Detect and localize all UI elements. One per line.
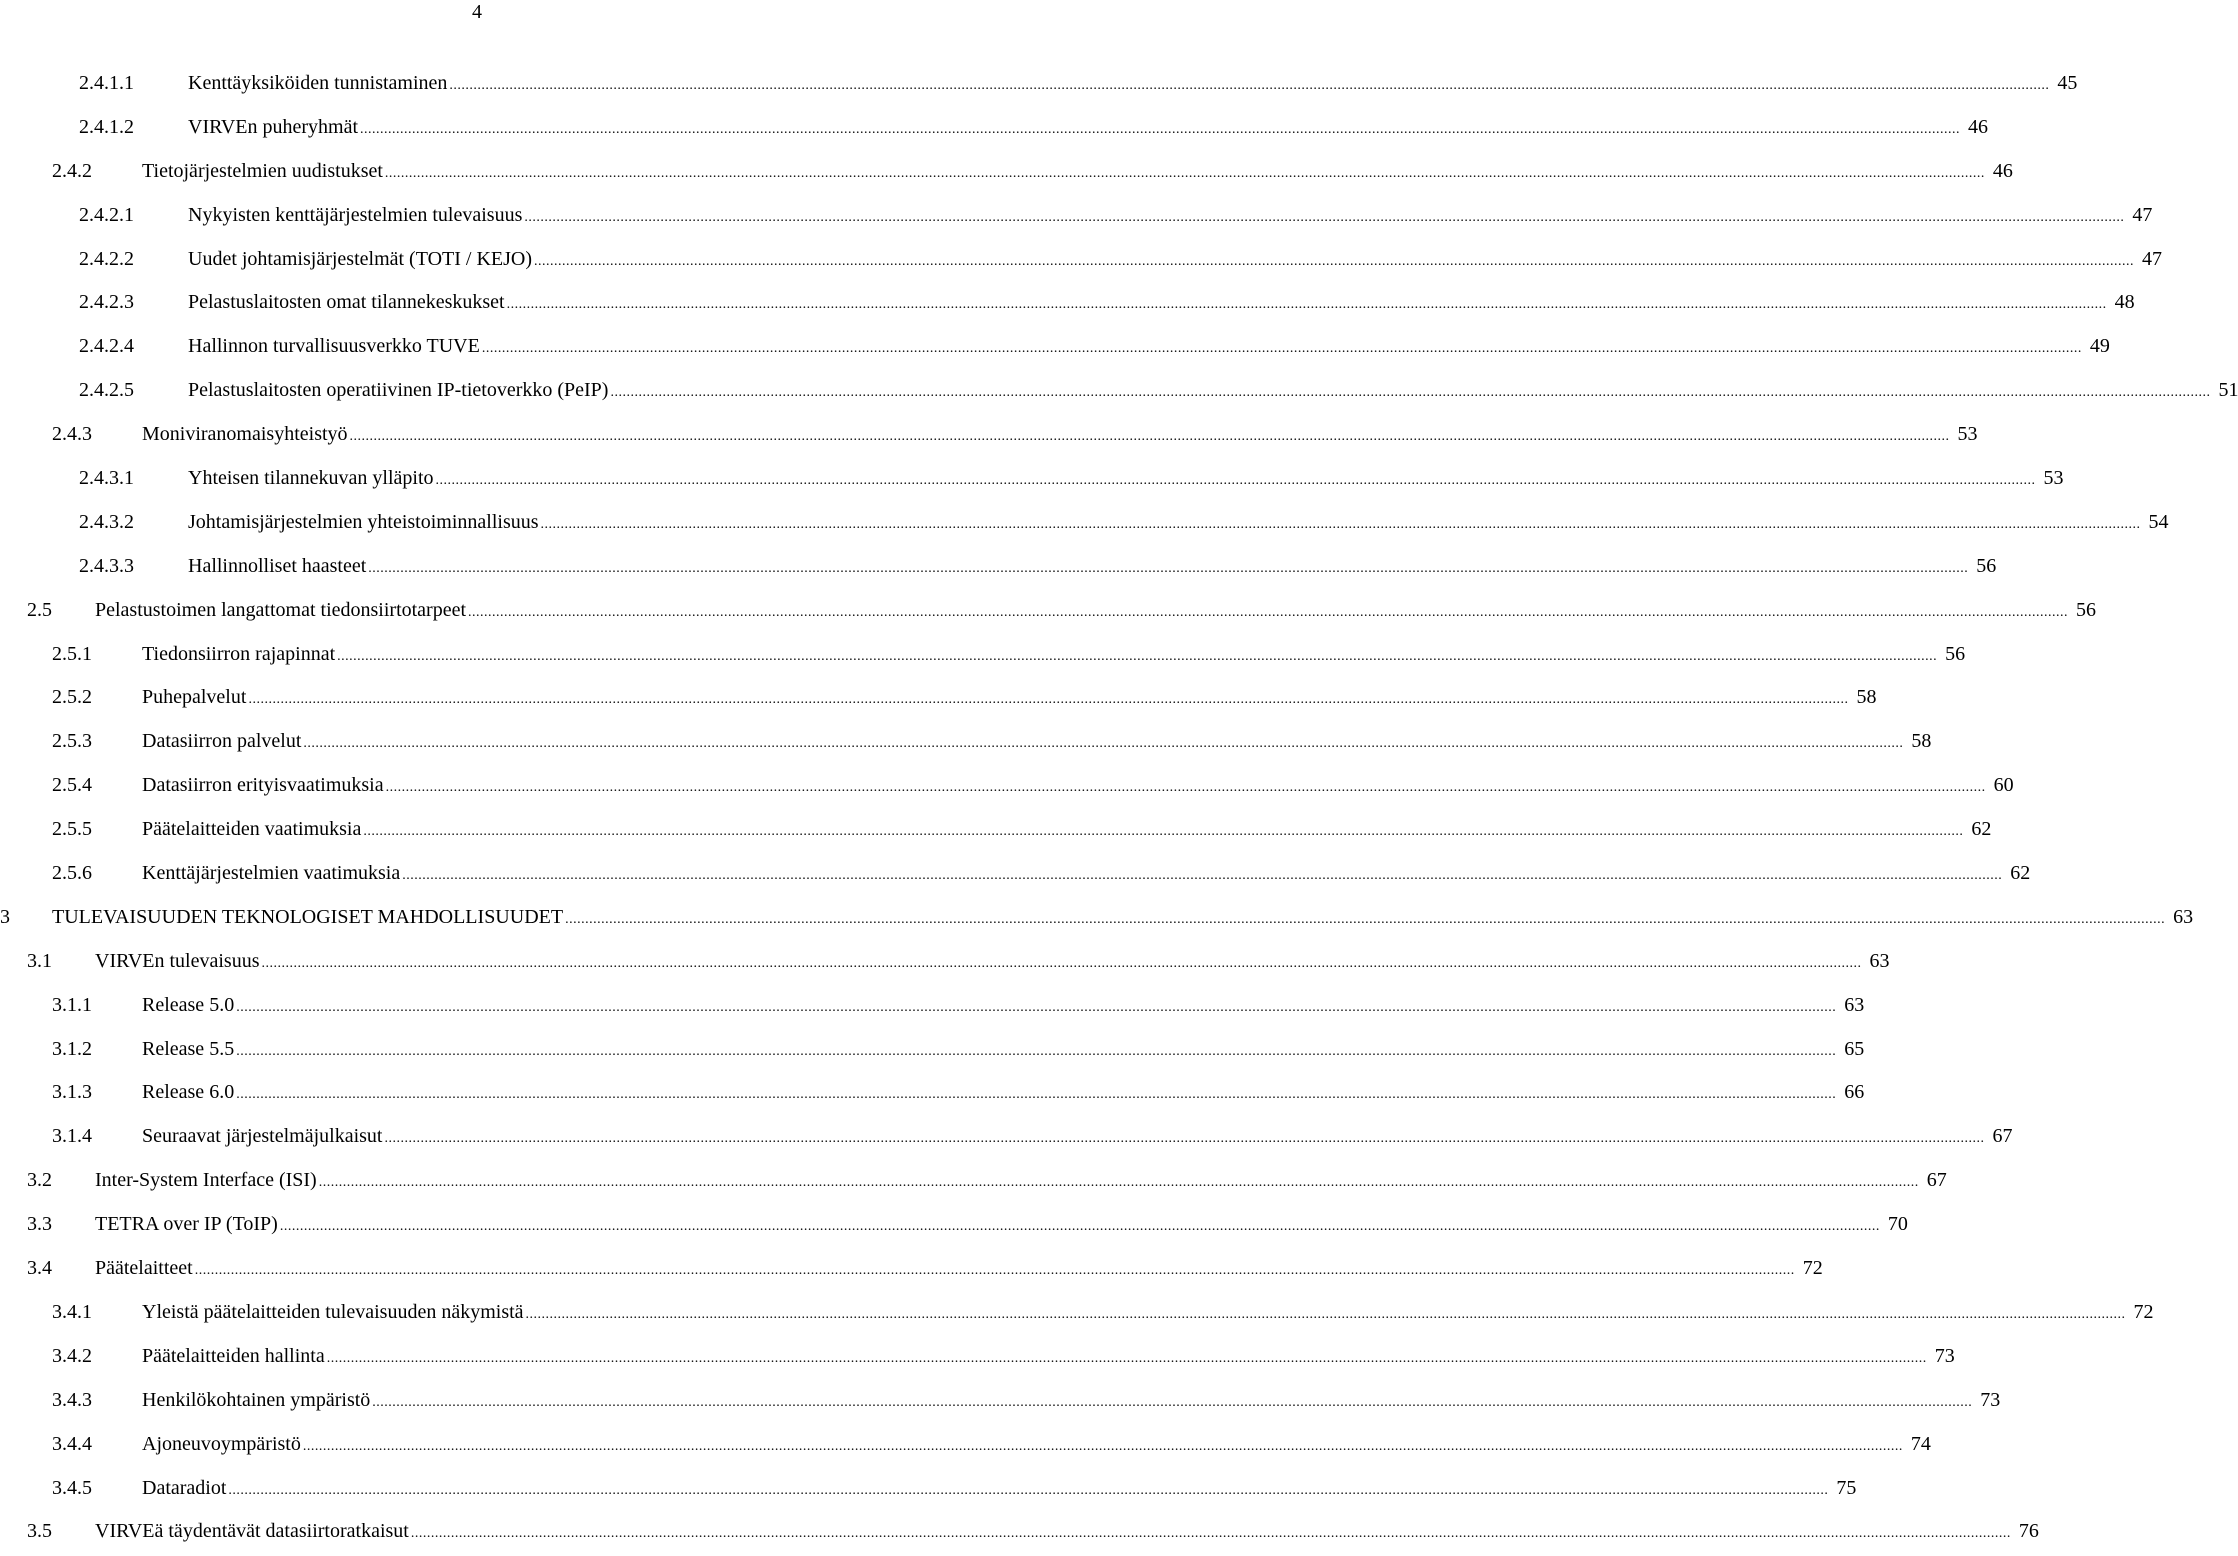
toc-entry[interactable] [0, 589, 2097, 633]
toc-entry-line [95, 940, 1890, 986]
toc-entry-page: 58 [1856, 686, 1877, 709]
toc-entry-page: 72 [1802, 1257, 1823, 1280]
toc-entry-line [142, 1335, 1955, 1381]
toc-leader-dots: ................................................................................................................................................................................................................................................................................................................................................................................................................ [610, 385, 2211, 401]
toc-entry-line [142, 150, 2013, 196]
toc-leader-dots: ................................................................................................................................................................................................................................................................................................................................................................................................................ [385, 780, 1986, 796]
toc-entry-number: 2.5.6 [52, 862, 92, 885]
toc-entry-line [142, 413, 1978, 459]
toc-entry-title: Moniviranomaisyhteistyö [142, 423, 348, 446]
toc-entry[interactable] [0, 1291, 2154, 1335]
toc-entry-number: 3.1.1 [52, 993, 92, 1016]
toc-entry-title: VIRVEä täydentävät datasiirtoratkaisut [95, 1520, 409, 1543]
toc-entry-number: 3.1 [27, 949, 52, 972]
toc-entry-title: Dataradiot [142, 1476, 227, 1499]
toc-entry-line [95, 1203, 1908, 1249]
toc-entry-line [142, 633, 1966, 679]
toc-entry-number: 2.4.3.1 [79, 467, 134, 490]
toc-entry-title: Seuraavat järjestelmäjulkaisut [142, 1125, 383, 1148]
toc-leader-dots: ................................................................................................................................................................................................................................................................................................................................................................................................................ [360, 121, 1961, 137]
toc-entry-title: Pelastuslaitosten operatiivinen IP-tietoverkko (PeIP) [188, 379, 609, 402]
toc-leader-dots: ................................................................................................................................................................................................................................................................................................................................................................................................................ [468, 604, 2069, 620]
toc-leader-dots: ................................................................................................................................................................................................................................................................................................................................................................................................................ [524, 209, 2125, 225]
toc-leader-dots: ................................................................................................................................................................................................................................................................................................................................................................................................................ [326, 1350, 1927, 1366]
toc-entry[interactable] [0, 1510, 2039, 1554]
toc-leader-dots: ................................................................................................................................................................................................................................................................................................................................................................................................................ [534, 253, 2134, 269]
toc-entry-title: Puhepalvelut [142, 686, 247, 709]
toc-entry-number: 3.4.2 [52, 1344, 92, 1367]
toc-entry-number: 3.4 [27, 1257, 52, 1280]
toc-entry-line [95, 1510, 2039, 1556]
toc-leader-dots: ................................................................................................................................................................................................................................................................................................................................................................................................................ [435, 473, 2036, 489]
toc-entry[interactable] [0, 896, 2194, 940]
toc-leader-dots: ................................................................................................................................................................................................................................................................................................................................................................................................................ [449, 78, 2050, 93]
toc-entry[interactable] [0, 940, 1890, 984]
toc-entry-line [95, 1159, 1947, 1205]
toc-entry[interactable] [0, 1028, 1865, 1072]
toc-entry[interactable] [0, 1159, 1947, 1203]
toc-entry-line [188, 238, 2162, 284]
toc-entry-page: 56 [1976, 554, 1997, 577]
toc-entry-line [142, 1467, 1857, 1513]
toc-leader-dots: ................................................................................................................................................................................................................................................................................................................................................................................................................ [481, 341, 2082, 357]
toc-entry-number: 2.5 [27, 598, 52, 621]
toc-entry-page: 60 [1993, 774, 2014, 797]
toc-leader-dots: ................................................................................................................................................................................................................................................................................................................................................................................................................ [363, 824, 1964, 840]
toc-entry-number: 2.5.3 [52, 730, 92, 753]
toc-entry-title: VIRVEn puheryhmät [188, 115, 359, 138]
toc-entry-number: 2.4.3 [52, 423, 92, 446]
toc-entry[interactable] [0, 1247, 1823, 1291]
toc-leader-dots: ................................................................................................................................................................................................................................................................................................................................................................................................................ [368, 560, 1969, 576]
toc-entry-number: 2.4.2.5 [79, 379, 134, 402]
toc-entry-line [52, 896, 2194, 942]
toc-entry[interactable] [0, 1423, 1931, 1467]
toc-leader-dots: ................................................................................................................................................................................................................................................................................................................................................................................................................ [318, 1175, 1919, 1191]
toc-entry-page: 46 [1992, 159, 2013, 182]
toc-entry-line [188, 369, 2238, 415]
toc-entry-page: 73 [1980, 1388, 2001, 1411]
toc-entry-number: 3 [0, 905, 10, 928]
toc-entry-line [188, 457, 2064, 503]
toc-entry-page: 63 [2173, 905, 2194, 928]
toc-leader-dots: ................................................................................................................................................................................................................................................................................................................................................................................................................ [349, 429, 1950, 445]
toc-leader-dots: ................................................................................................................................................................................................................................................................................................................................................................................................................ [525, 1306, 2126, 1322]
toc-entry[interactable] [0, 369, 2238, 413]
toc-entry-line [142, 764, 2014, 810]
toc-leader-dots: ................................................................................................................................................................................................................................................................................................................................................................................................................ [402, 868, 2003, 884]
toc-entry-title: TULEVAISUUDEN TEKNOLOGISET MAHDOLLISUUDET [52, 905, 564, 928]
toc-entry-page: 76 [2018, 1520, 2039, 1543]
toc-leader-dots: ................................................................................................................................................................................................................................................................................................................................................................................................................ [236, 1043, 1837, 1059]
toc-entry-page: 62 [1971, 818, 1992, 841]
toc-leader-dots: ................................................................................................................................................................................................................................................................................................................................................................................................................ [228, 1482, 1829, 1498]
toc-entry[interactable] [0, 984, 1865, 1028]
toc-entry-page: 56 [2076, 598, 2097, 621]
toc-leader-dots: ................................................................................................................................................................................................................................................................................................................................................................................................................ [194, 1263, 1795, 1279]
toc-entry-line [142, 1028, 1865, 1074]
toc-entry-line [142, 1379, 2001, 1425]
toc-entry[interactable] [0, 238, 2162, 282]
toc-entry-line [95, 1247, 1823, 1293]
toc-entry-page: 46 [1968, 115, 1989, 138]
toc-entry[interactable] [0, 457, 2064, 501]
toc-entry[interactable] [0, 1379, 2001, 1423]
toc-entry-number: 2.5.4 [52, 774, 92, 797]
toc-entry-number: 2.5.5 [52, 818, 92, 841]
toc-entry[interactable] [0, 62, 2078, 106]
toc-entry-line [142, 1291, 2154, 1337]
toc-entry-page: 63 [1844, 993, 1865, 1016]
toc-entry-line [142, 808, 1992, 854]
toc-entry-page: 47 [2132, 203, 2153, 226]
toc-entry-page: 66 [1844, 1081, 1865, 1104]
toc-entry[interactable] [0, 106, 1989, 150]
toc-entry-page: 47 [2142, 247, 2162, 270]
toc-entry-title: Kenttäyksiköiden tunnistaminen [188, 72, 448, 94]
toc-entry-page: 65 [1844, 1037, 1865, 1060]
toc-entry-title: Release 5.0 [142, 993, 235, 1016]
toc-entry-page: 53 [2043, 467, 2064, 490]
toc-entry-number: 2.5.1 [52, 642, 92, 665]
toc-entry-title: Ajoneuvoympäristö [142, 1432, 301, 1455]
toc-entry[interactable] [0, 1335, 1955, 1379]
toc-entry-page: 49 [2089, 335, 2110, 358]
table-of-contents [0, 62, 2238, 1554]
toc-entry-page: 67 [1926, 1169, 1947, 1192]
toc-entry-number: 2.4.1.1 [79, 72, 134, 94]
toc-entry-title: Henkilökohtainen ympäristö [142, 1388, 371, 1411]
toc-entry[interactable] [0, 852, 2031, 896]
toc-leader-dots: ................................................................................................................................................................................................................................................................................................................................................................................................................ [261, 955, 1862, 971]
toc-entry-title: VIRVEn tulevaisuus [95, 949, 260, 972]
toc-entry-line [142, 676, 1877, 722]
toc-entry-number: 2.4.1.2 [79, 115, 134, 138]
toc-entry[interactable] [0, 808, 1992, 852]
toc-entry-number: 2.4.2.2 [79, 247, 134, 270]
toc-entry-title: Hallinnolliset haasteet [188, 554, 367, 577]
toc-entry[interactable] [0, 764, 2014, 808]
toc-entry-line [142, 1423, 1931, 1469]
toc-entry-number: 3.1.4 [52, 1125, 92, 1148]
toc-entry-number: 3.3 [27, 1213, 52, 1236]
toc-entry-page: 73 [1934, 1344, 1955, 1367]
toc-entry-line [188, 106, 1989, 152]
toc-entry-page: 74 [1910, 1432, 1931, 1455]
toc-entry-title: Päätelaitteet [95, 1257, 193, 1280]
toc-entry-number: 2.4.3.2 [79, 510, 134, 533]
toc-entry-number: 3.5 [27, 1520, 52, 1543]
toc-entry-page: 56 [1945, 642, 1966, 665]
toc-leader-dots: ................................................................................................................................................................................................................................................................................................................................................................................................................ [236, 999, 1837, 1015]
toc-entry[interactable] [0, 676, 1877, 720]
toc-entry[interactable] [0, 150, 2013, 194]
toc-entry-number: 2.4.3.3 [79, 554, 134, 577]
toc-entry[interactable] [0, 194, 2153, 238]
toc-entry-page: 51 [2218, 379, 2238, 402]
toc-entry-title: Päätelaitteiden hallinta [142, 1344, 325, 1367]
toc-entry-line [142, 984, 1865, 1030]
toc-entry-line [142, 1071, 1865, 1117]
toc-entry-line [142, 1115, 2013, 1161]
toc-leader-dots: ................................................................................................................................................................................................................................................................................................................................................................................................................ [337, 648, 1938, 664]
page-number: 4 [472, 1, 482, 23]
toc-entry-line [188, 501, 2169, 547]
toc-entry-line [142, 720, 1932, 766]
toc-leader-dots: ................................................................................................................................................................................................................................................................................................................................................................................................................ [302, 1438, 1903, 1454]
toc-leader-dots: ................................................................................................................................................................................................................................................................................................................................................................................................................ [384, 1131, 1985, 1147]
toc-entry-line [188, 325, 2110, 371]
toc-entry-title: Inter-System Interface (ISI) [95, 1169, 317, 1192]
toc-entry-number: 3.1.2 [52, 1037, 92, 1060]
toc-entry-title: Uudet johtamisjärjestelmät (TOTI / KEJO) [188, 247, 532, 270]
toc-entry-title: Datasiirron palvelut [142, 730, 302, 753]
toc-entry[interactable] [0, 1467, 1857, 1511]
toc-leader-dots: ................................................................................................................................................................................................................................................................................................................................................................................................................ [506, 297, 2107, 313]
toc-entry[interactable] [0, 633, 1966, 677]
toc-entry-number: 3.4.5 [52, 1476, 92, 1499]
toc-entry-line [95, 589, 2097, 635]
toc-entry[interactable] [0, 1071, 1865, 1115]
toc-entry-title: Päätelaitteiden vaatimuksia [142, 818, 362, 841]
toc-entry-number: 3.4.4 [52, 1432, 92, 1455]
toc-entry-number: 2.4.2 [52, 159, 92, 182]
toc-entry-title: Yhteisen tilannekuvan ylläpito [188, 467, 434, 490]
toc-entry-page: 62 [2010, 862, 2031, 885]
toc-entry[interactable] [0, 413, 1978, 457]
toc-entry[interactable] [0, 1115, 2013, 1159]
toc-entry-page: 75 [1836, 1476, 1857, 1499]
toc-entry[interactable] [0, 325, 2110, 369]
toc-leader-dots: ................................................................................................................................................................................................................................................................................................................................................................................................................ [303, 736, 1904, 752]
toc-entry-title: Release 6.0 [142, 1081, 235, 1104]
toc-entry-number: 2.4.2.3 [79, 291, 134, 314]
toc-entry-page: 58 [1911, 730, 1932, 753]
toc-entry-page: 48 [2114, 291, 2135, 314]
toc-entry-title: Tietojärjestelmien uudistukset [142, 159, 383, 182]
toc-leader-dots: ................................................................................................................................................................................................................................................................................................................................................................................................................ [384, 165, 1985, 181]
toc-entry-number: 3.2 [27, 1169, 52, 1192]
toc-leader-dots: ................................................................................................................................................................................................................................................................................................................................................................................................................ [372, 1394, 1973, 1410]
toc-entry[interactable] [0, 545, 1997, 589]
toc-entry-page: 53 [1957, 423, 1978, 446]
toc-entry-page: 63 [1869, 949, 1890, 972]
toc-entry-title: Pelastustoimen langattomat tiedonsiirtotarpeet [95, 598, 467, 621]
toc-entry-number: 3.1.3 [52, 1081, 92, 1104]
toc-leader-dots: ................................................................................................................................................................................................................................................................................................................................................................................................................ [248, 692, 1849, 708]
toc-leader-dots: ................................................................................................................................................................................................................................................................................................................................................................................................................ [540, 516, 2141, 532]
toc-leader-dots: ................................................................................................................................................................................................................................................................................................................................................................................................................ [279, 1219, 1880, 1235]
toc-entry-title: Hallinnon turvallisuusverkko TUVE [188, 335, 480, 358]
toc-entry-number: 3.4.1 [52, 1300, 92, 1323]
toc-entry-title: Nykyisten kenttäjärjestelmien tulevaisuus [188, 203, 523, 226]
toc-entry[interactable] [0, 501, 2169, 545]
toc-entry-title: Release 5.5 [142, 1037, 235, 1060]
toc-entry-line [142, 852, 2031, 898]
toc-entry-page: 54 [2148, 510, 2169, 533]
toc-entry[interactable] [0, 1203, 1908, 1247]
toc-entry-line [188, 281, 2135, 327]
toc-leader-dots: ................................................................................................................................................................................................................................................................................................................................................................................................................ [236, 1087, 1837, 1103]
toc-entry-number: 2.4.2.1 [79, 203, 134, 226]
toc-leader-dots: ................................................................................................................................................................................................................................................................................................................................................................................................................ [410, 1526, 2011, 1542]
toc-entry-page: 72 [2133, 1300, 2154, 1323]
toc-entry-number: 3.4.3 [52, 1388, 92, 1411]
toc-entry-title: Tiedonsiirron rajapinnat [142, 642, 336, 665]
toc-entry[interactable] [0, 720, 1932, 764]
toc-entry-title: Yleistä päätelaitteiden tulevaisuuden näkymistä [142, 1300, 524, 1323]
toc-entry-line [188, 194, 2153, 240]
toc-entry-number: 2.4.2.4 [79, 335, 134, 358]
toc-entry[interactable] [0, 281, 2135, 325]
toc-entry-line [188, 545, 1997, 591]
toc-entry-page: 70 [1887, 1213, 1908, 1236]
toc-entry-title: Kenttäjärjestelmien vaatimuksia [142, 862, 401, 885]
toc-entry-page: 67 [1992, 1125, 2013, 1148]
toc-entry-page: 45 [2057, 72, 2078, 94]
toc-entry-number: 2.5.2 [52, 686, 92, 709]
toc-entry-title: TETRA over IP (ToIP) [95, 1213, 278, 1236]
toc-leader-dots: ................................................................................................................................................................................................................................................................................................................................................................................................................ [565, 911, 2166, 927]
toc-entry-title: Pelastuslaitosten omat tilannekeskukset [188, 291, 505, 314]
toc-entry-title: Johtamisjärjestelmien yhteistoiminnallisuus [188, 510, 539, 533]
toc-entry-line [188, 62, 2078, 108]
toc-entry-title: Datasiirron erityisvaatimuksia [142, 774, 384, 797]
